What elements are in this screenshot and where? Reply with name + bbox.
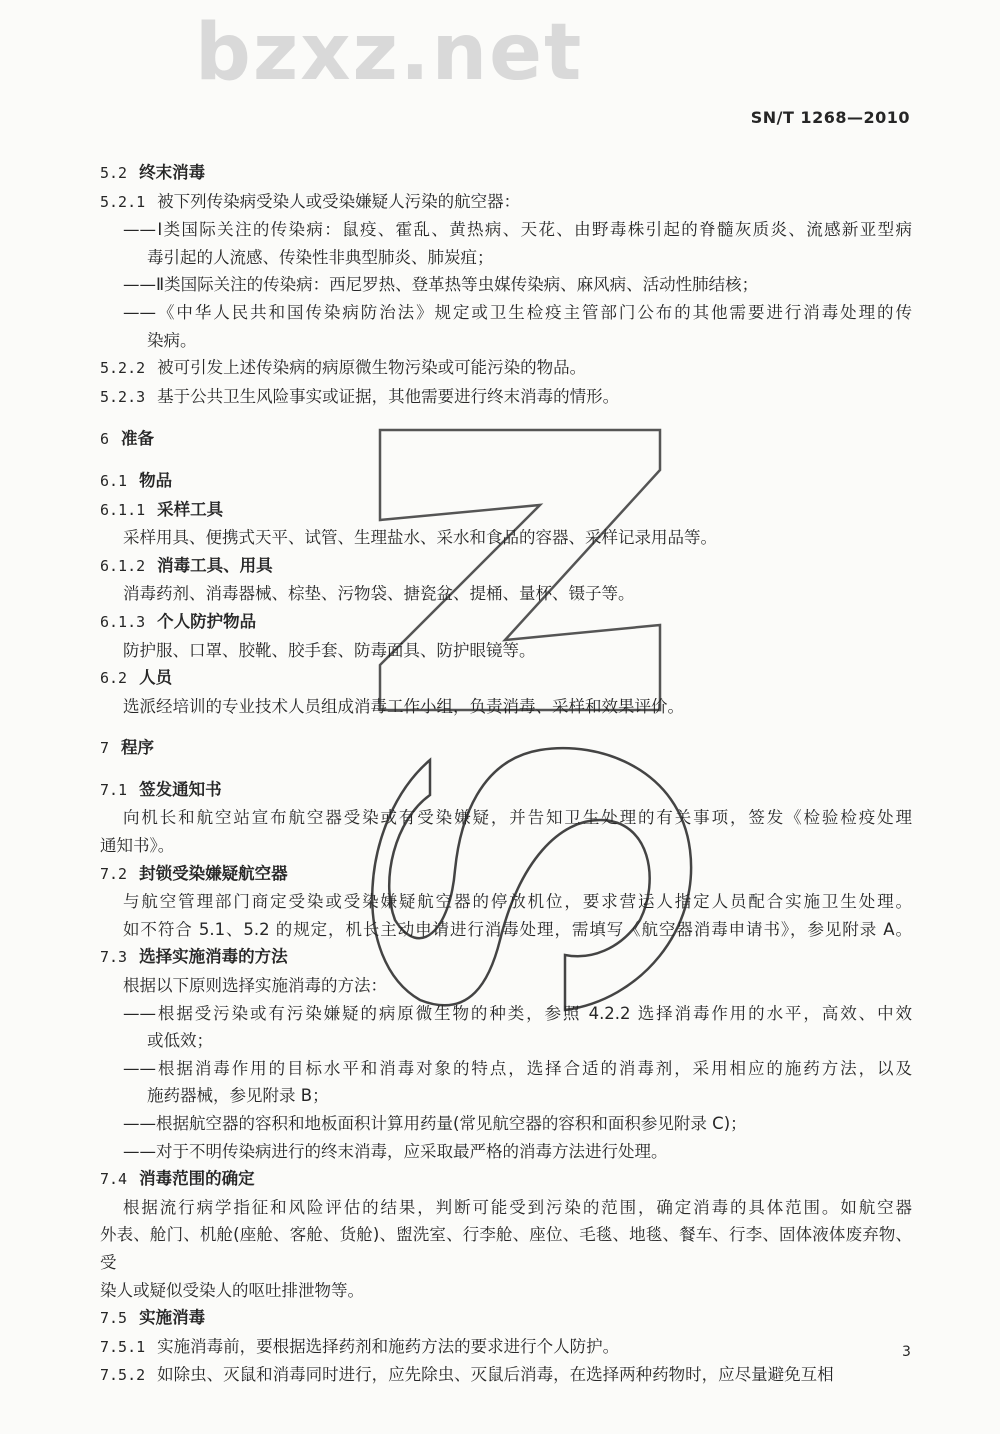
list-item: ——根据受污染或有污染嫌疑的病原微生物的种类，参照 4.2.2 选择消毒作用的水平，高效、中效: [123, 1003, 912, 1023]
section-number: 6.1: [100, 471, 128, 490]
document-standard-number: SN/T 1268—2010: [750, 108, 910, 127]
list-item-continuation: 毒引起的人流感、传染性非典型肺炎、肺炭疽；: [147, 247, 494, 267]
section-title: 消毒范围的确定: [139, 1169, 255, 1189]
section-title: 个人防护物品: [157, 611, 257, 631]
clause-text: 基于公共卫生风险事实或证据，其他需要进行终末消毒的情形。: [157, 386, 620, 406]
section-number: 7.1: [100, 780, 128, 799]
section-heading: [100, 776, 912, 805]
clause-number: 7.5.1: [100, 1337, 146, 1356]
section-number: 7.3: [100, 948, 128, 967]
section-heading: [100, 943, 912, 972]
section-number: 5.2: [100, 164, 128, 182]
list-item: ——《中华人民共和国传染病防治法》规定或卫生检疫主管部门公布的其他需要进行消毒处理的传: [123, 302, 912, 322]
clause-text: 被下列传染病受染人或受染嫌疑人污染的航空器：: [157, 191, 521, 211]
list-item: ——对于不明传染病进行的终末消毒，应采取最严格的消毒方法进行处理。: [123, 1141, 668, 1161]
clause-text: 如除虫、灭鼠和消毒同时进行，应先除虫、灭鼠后消毒，在选择两种药物时，应尽量避免互相: [157, 1365, 834, 1385]
chapter-heading: [100, 425, 912, 454]
paragraph: 如不符合 5.1、5.2 的规定，机长主动申请进行消毒处理，需填写《航空器消毒申请书》，参见附录 A。: [123, 919, 912, 939]
section-heading: [100, 664, 912, 693]
section-number: 6.2: [100, 669, 128, 688]
paragraph-continuation: 通知书》。: [100, 836, 175, 856]
document-body: [100, 159, 912, 1390]
paragraph: 防护服、口罩、胶靴、胶手套、防毒面具、防护眼镜等。: [123, 640, 536, 660]
section-title: 实施消毒: [139, 1308, 206, 1328]
clause: [100, 1333, 912, 1362]
section-heading: [100, 608, 912, 637]
section-heading: [100, 1304, 912, 1333]
list-item: ——根据航空器的容积和地板面积计算用药量(常见航空器的容积和面积参见附录 C)；: [123, 1114, 747, 1133]
section-heading: [100, 552, 912, 581]
chapter-number: 6: [100, 430, 110, 449]
section-title: 采样工具: [157, 499, 224, 519]
section-title: 物品: [139, 470, 173, 490]
section-title: 签发通知书: [139, 779, 222, 799]
clause: [100, 354, 912, 383]
clause-number: 5.2.2: [100, 359, 146, 378]
page-number: 3: [902, 1344, 911, 1360]
section-number: 6.1.1: [100, 500, 146, 519]
paragraph: 根据流行病学指征和风险评估的结果，判断可能受到污染的范围，确定消毒的具体范围。如航空器: [123, 1197, 912, 1217]
chapter-number: 7: [100, 739, 110, 758]
clause: [100, 1361, 912, 1390]
chapter-title: 准备: [121, 429, 155, 449]
section-number: 7.2: [100, 864, 128, 883]
section-number: 7.4: [100, 1170, 128, 1189]
watermark-text: bzxz.net: [195, 8, 584, 98]
paragraph: 根据以下原则选择实施消毒的方法：: [123, 976, 387, 996]
section-number: 6.1.3: [100, 612, 146, 631]
paragraph-continuation: 染人或疑似受染人的呕吐排泄物等。: [100, 1280, 364, 1300]
section-title: 人员: [139, 668, 173, 688]
paragraph: 选派经培训的专业技术人员组成消毒工作小组，负责消毒、采样和效果评价。: [123, 696, 684, 716]
clause-text: 实施消毒前，要根据选择药剂和施药方法的要求进行个人防护。: [157, 1336, 620, 1356]
clause-number: 5.2.3: [100, 387, 146, 406]
section-title: 选择实施消毒的方法: [139, 947, 288, 967]
paragraph: 消毒药剂、消毒器械、棕垫、污物袋、搪瓷盆、提桶、量杯、镊子等。: [123, 584, 635, 604]
clause: [100, 188, 912, 217]
section-title: 终末消毒: [139, 163, 206, 182]
paragraph: 与航空管理部门商定受染或受染嫌疑航空器的停放机位，要求营运人指定人员配合实施卫生处理。: [123, 892, 912, 912]
chapter-heading: [100, 734, 912, 763]
list-item-continuation: 染病。: [147, 330, 197, 350]
paragraph: 采样用具、便携式天平、试管、生理盐水、采水和食品的容器、采样记录用品等。: [123, 528, 717, 548]
section-number: 7.5: [100, 1309, 128, 1328]
section-title: 消毒工具、用具: [157, 555, 273, 575]
paragraph-continuation: 外表、舱门、机舱(座舱、客舱、货舱)、盥洗室、行李舱、座位、毛毯、地毯、餐车、行李、固体液体废弃物、受: [100, 1225, 912, 1272]
clause: [100, 383, 912, 412]
list-item: ——根据消毒作用的目标水平和消毒对象的特点，选择合适的消毒剂，采用相应的施药方法，以及: [123, 1058, 912, 1078]
paragraph: 向机长和航空站宣布航空器受染或有受染嫌疑，并告知卫生处理的有关事项，签发《检验检疫处理: [123, 808, 912, 828]
clause-number: 5.2.1: [100, 192, 146, 211]
section-heading: [100, 467, 912, 496]
section-number: 6.1.2: [100, 556, 146, 575]
clause-number: 7.5.2: [100, 1366, 146, 1385]
list-item: ——Ⅰ类国际关注的传染病：鼠疫、霍乱、黄热病、天花、由野毒株引起的脊髓灰质炎、流感新亚型病: [123, 220, 912, 240]
section-heading: [100, 496, 912, 525]
section-heading: [100, 159, 912, 188]
list-item-continuation: 施药器械，参见附录 B；: [147, 1086, 329, 1106]
chapter-title: 程序: [121, 738, 155, 758]
clause-text: 被可引发上述传染病的病原微生物污染或可能污染的物品。: [157, 358, 587, 378]
list-item: ——Ⅱ类国际关注的传染病：西尼罗热、登革热等虫媒传染病、麻风病、活动性肺结核；: [123, 275, 759, 295]
section-heading: [100, 860, 912, 889]
section-heading: [100, 1165, 912, 1194]
list-item-continuation: 或低效；: [147, 1031, 213, 1051]
section-title: 封锁受染嫌疑航空器: [139, 863, 288, 883]
